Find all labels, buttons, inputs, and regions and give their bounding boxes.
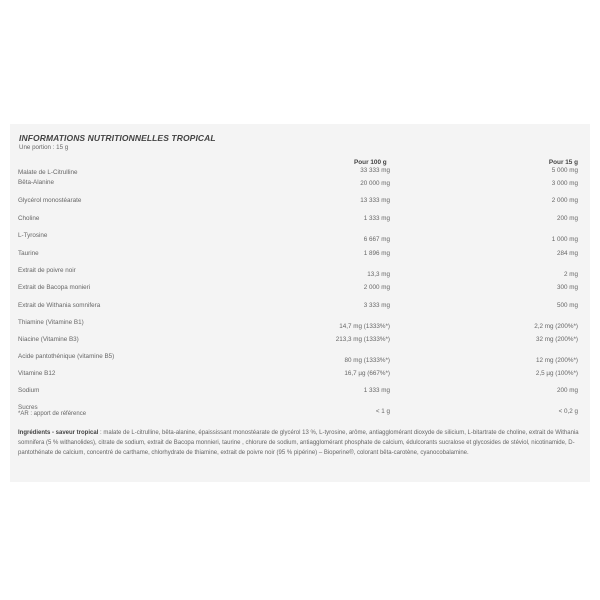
nutrient-name: Extrait de Bacopa monieri (18, 284, 91, 291)
value-per-15g: 5 000 mg (551, 167, 578, 174)
table-row (10, 353, 590, 370)
value-per-15g: 500 mg (556, 302, 578, 309)
value-per-100g: 13,3 mg (367, 271, 390, 278)
value-per-100g: < 1 g (375, 408, 390, 415)
ingredients-text (18, 428, 584, 458)
table-row (10, 250, 590, 267)
nutrient-name: Vitamine B12 (18, 370, 56, 377)
value-per-15g: 2 mg (564, 271, 578, 278)
table-row (10, 179, 590, 197)
value-per-100g: 1 333 mg (363, 387, 390, 394)
page-title: INFORMATIONS NUTRITIONNELLES TROPICAL (19, 133, 216, 143)
value-per-15g: 1 000 mg (551, 236, 578, 243)
column-header-per-15g: Pour 15 g (548, 159, 578, 166)
value-per-15g: 12 mg (200%*) (536, 357, 578, 364)
table-row (10, 232, 590, 250)
table-row (10, 284, 590, 302)
value-per-100g: 80 mg (1333%*) (344, 357, 390, 364)
nutrient-name: Choline (18, 215, 40, 222)
value-per-100g: 6 667 mg (363, 236, 390, 243)
reference-note: *AR : apport de référence (18, 411, 87, 417)
table-row (10, 197, 590, 215)
value-per-100g: 33 333 mg (360, 167, 390, 174)
table-row (10, 215, 590, 232)
value-per-100g: 3 333 mg (363, 302, 390, 309)
value-per-15g: 284 mg (556, 250, 578, 257)
nutrient-name: Niacine (Vitamine B3) (18, 336, 79, 343)
table-row (10, 404, 590, 422)
column-header-per-100g: Pour 100 g (354, 159, 387, 166)
value-per-15g: 32 mg (200%*) (536, 336, 578, 343)
value-per-100g: 16,7 µg (667%*) (344, 370, 390, 377)
nutrient-name: Malate de L-Citrulline (18, 169, 78, 176)
value-per-15g: 3 000 mg (551, 180, 578, 187)
table-row (10, 169, 590, 179)
table-row (10, 336, 590, 353)
value-per-100g: 20 000 mg (360, 180, 390, 187)
ingredients-label: Ingrédients - saveur tropical (18, 430, 99, 436)
nutrient-name: Extrait de Withania somnifera (18, 302, 101, 309)
value-per-15g: 200 mg (556, 215, 578, 222)
nutrition-table (10, 169, 590, 422)
nutrient-name: Taurine (18, 250, 39, 257)
table-row (10, 370, 590, 387)
table-row (10, 302, 590, 319)
nutrient-name: Extrait de poivre noir (18, 267, 76, 274)
value-per-15g: < 0,2 g (558, 408, 578, 415)
value-per-15g: 200 mg (556, 387, 578, 394)
nutrition-panel (10, 124, 590, 482)
ingredients-list: : malate de L-citrulline, bêta-alanine, épaississant monostéarate de glycérol 13 %, L-tyrosine, arôme, antiagglomérant dioxyde de silicium, L-bitartrate de choline, extrait de Withania somnifera (5 % withanolides), citrate de sodium, extrait de Bacopa monnieri, taurine , chlorure de sodium, antiagglomérant phosphate de calcium, édulcorants sucralose et glycosides de stéviol, nicotinamide, D-pantothénate de calcium, concentré de carthame, chlorhydrate de thiamine, extrait de poivre noir (95 % pipérine) – Bioperine®, colorant bêta-carotène, cyanocobalamine. (18, 430, 579, 456)
value-per-15g: 300 mg (556, 284, 578, 291)
value-per-100g: 1 896 mg (363, 250, 390, 257)
nutrient-name: Thiamine (Vitamine B1) (18, 319, 84, 326)
nutrient-name: Acide pantothénique (vitamine B5) (18, 353, 115, 360)
value-per-100g: 2 000 mg (363, 284, 390, 291)
nutrient-name: Glycérol monostéarate (18, 197, 82, 204)
value-per-15g: 2 000 mg (551, 197, 578, 204)
table-row (10, 319, 590, 336)
portion-size: Une portion : 15 g (19, 144, 69, 151)
table-row (10, 387, 590, 404)
nutrient-name: Bêta-Alanine (18, 179, 55, 186)
nutrient-name: Sodium (18, 387, 40, 394)
table-row (10, 267, 590, 284)
nutrient-name: Sucres (18, 404, 38, 411)
value-per-100g: 1 333 mg (363, 215, 390, 222)
value-per-15g: 2,2 mg (200%*) (534, 323, 578, 330)
nutrient-name: L-Tyrosine (18, 232, 48, 239)
value-per-100g: 13 333 mg (360, 197, 390, 204)
value-per-100g: 213,3 mg (1333%*) (335, 336, 390, 343)
value-per-15g: 2,5 µg (100%*) (535, 370, 578, 377)
value-per-100g: 14,7 mg (1333%*) (339, 323, 390, 330)
